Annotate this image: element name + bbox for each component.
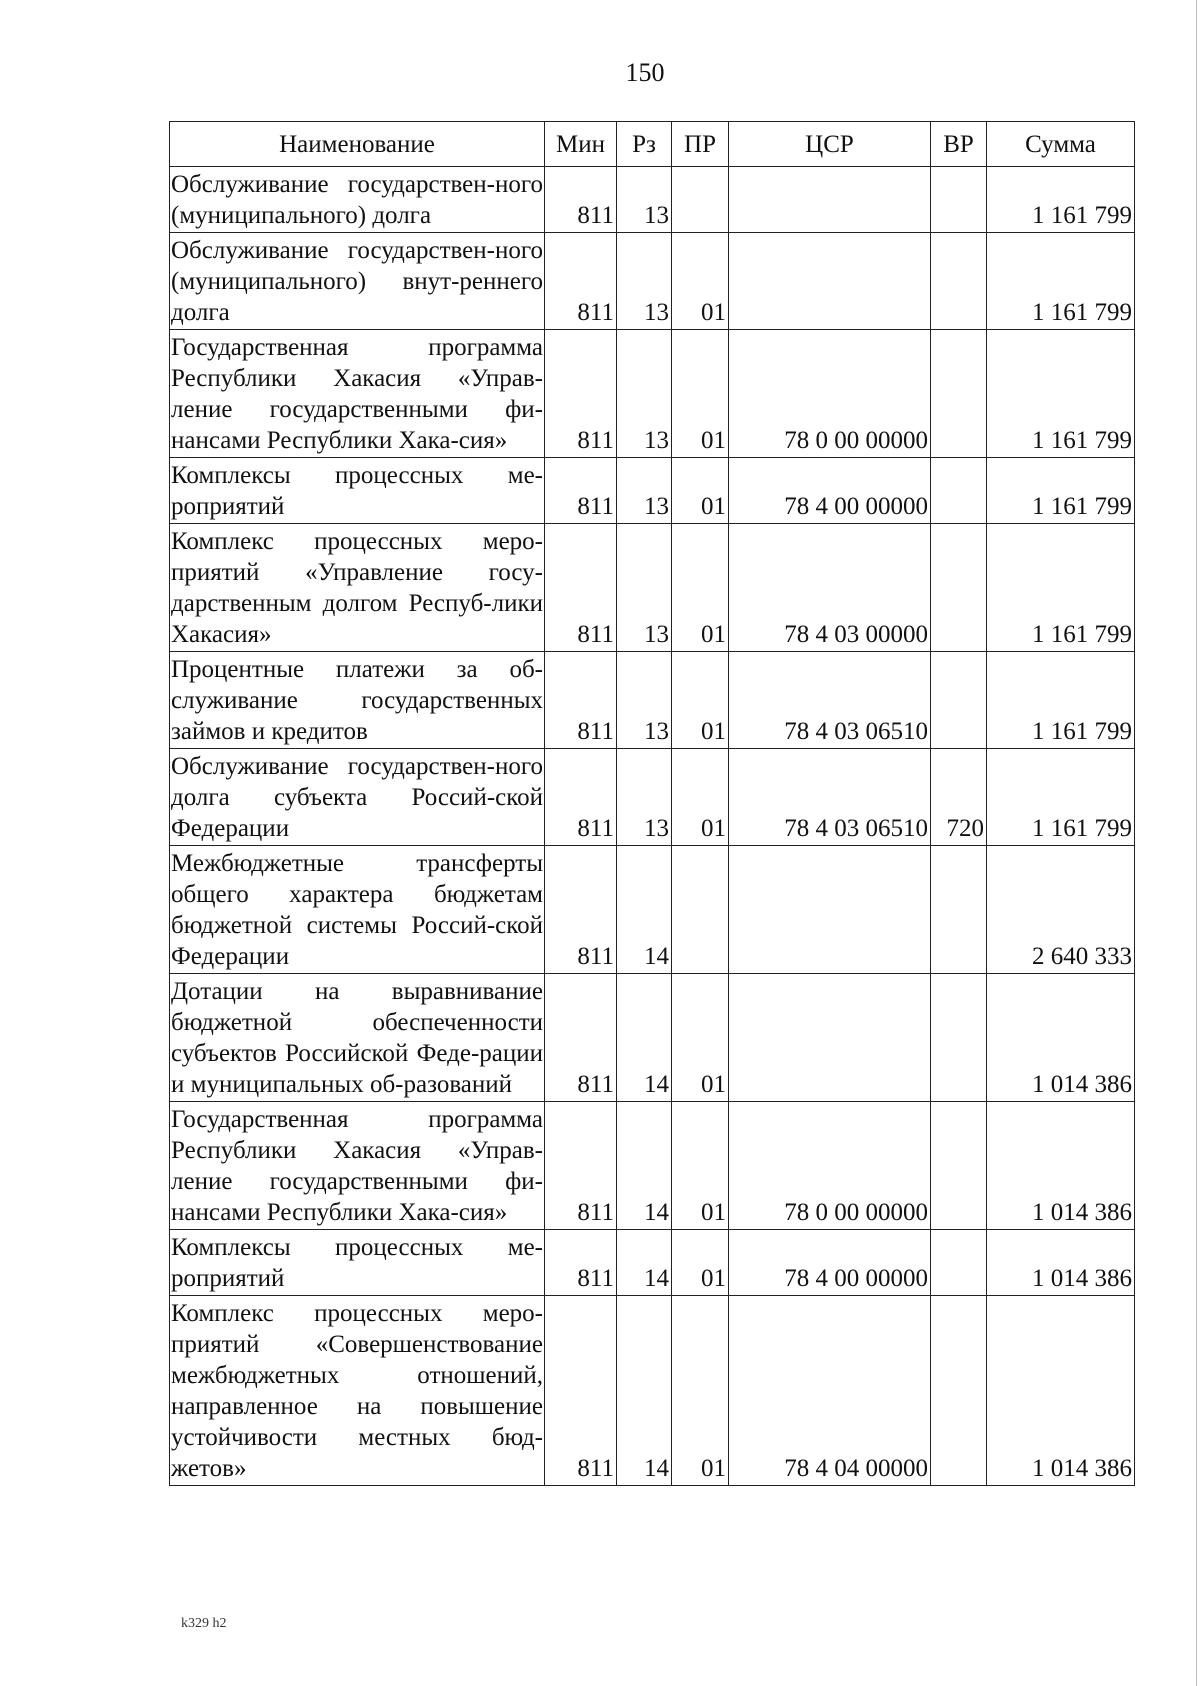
page-number: 150 xyxy=(625,58,665,87)
header-pr: ПР xyxy=(672,122,729,167)
cell-name-text: Обслуживание государствен-ного долга субъекта Россий-ской Федерации xyxy=(171,753,543,842)
cell-vr xyxy=(931,167,987,233)
cell-rz: 14 xyxy=(617,1102,672,1230)
cell-name xyxy=(170,1296,545,1486)
table-row xyxy=(170,974,1135,1102)
cell-csr: 78 4 03 06510 xyxy=(729,749,931,846)
cell-min: 811 xyxy=(545,524,617,652)
table-row xyxy=(170,330,1135,458)
cell-name xyxy=(170,1230,545,1296)
cell-vr xyxy=(931,330,987,458)
cell-vr xyxy=(931,974,987,1102)
cell-name-text: Государственная программа Республики Хакасия «Управ-ление государственными фи-нансами Республики Хака-сия» xyxy=(171,334,543,454)
cell-sum: 1 014 386 xyxy=(987,1102,1135,1230)
cell-min: 811 xyxy=(545,1230,617,1296)
cell-name xyxy=(170,974,545,1102)
table-row xyxy=(170,749,1135,846)
table-row xyxy=(170,1102,1135,1230)
table-row xyxy=(170,167,1135,233)
cell-vr xyxy=(931,652,987,749)
cell-pr: 01 xyxy=(672,524,729,652)
cell-name xyxy=(170,330,545,458)
cell-vr xyxy=(931,846,987,974)
cell-rz: 14 xyxy=(617,1296,672,1486)
cell-pr: 01 xyxy=(672,1230,729,1296)
cell-sum: 2 640 333 xyxy=(987,846,1135,974)
cell-rz: 13 xyxy=(617,167,672,233)
cell-csr: 78 0 00 00000 xyxy=(729,330,931,458)
footer-document-code: k329 h2 xyxy=(181,1616,227,1631)
cell-sum: 1 161 799 xyxy=(987,330,1135,458)
cell-min: 811 xyxy=(545,1102,617,1230)
cell-sum: 1 014 386 xyxy=(987,974,1135,1102)
cell-rz: 13 xyxy=(617,524,672,652)
cell-pr xyxy=(672,846,729,974)
cell-min: 811 xyxy=(545,233,617,330)
cell-name xyxy=(170,1102,545,1230)
header-min: Мин xyxy=(545,122,617,167)
cell-name xyxy=(170,458,545,524)
cell-rz: 14 xyxy=(617,974,672,1102)
table-row xyxy=(170,233,1135,330)
table-row xyxy=(170,1230,1135,1296)
cell-name xyxy=(170,846,545,974)
cell-pr: 01 xyxy=(672,749,729,846)
cell-min: 811 xyxy=(545,458,617,524)
cell-csr xyxy=(729,167,931,233)
cell-name xyxy=(170,749,545,846)
cell-sum: 1 161 799 xyxy=(987,652,1135,749)
cell-min: 811 xyxy=(545,167,617,233)
cell-csr xyxy=(729,974,931,1102)
cell-name-text: Комплексы процессных ме-роприятий xyxy=(171,1234,543,1292)
cell-min: 811 xyxy=(545,749,617,846)
cell-min: 811 xyxy=(545,652,617,749)
cell-vr: 720 xyxy=(931,749,987,846)
cell-vr xyxy=(931,1296,987,1486)
cell-name-text: Процентные платежи за об-служивание государственных займов и кредитов xyxy=(171,656,543,745)
cell-pr: 01 xyxy=(672,652,729,749)
cell-sum: 1 161 799 xyxy=(987,458,1135,524)
cell-name xyxy=(170,233,545,330)
cell-min: 811 xyxy=(545,846,617,974)
cell-vr xyxy=(931,458,987,524)
cell-min: 811 xyxy=(545,1296,617,1486)
cell-pr: 01 xyxy=(672,233,729,330)
header-rz: Рз xyxy=(617,122,672,167)
cell-sum: 1 014 386 xyxy=(987,1230,1135,1296)
header-vr: ВР xyxy=(931,122,987,167)
cell-pr: 01 xyxy=(672,458,729,524)
table-row xyxy=(170,524,1135,652)
cell-csr: 78 4 00 00000 xyxy=(729,1230,931,1296)
table-header-row xyxy=(170,122,1135,167)
cell-min: 811 xyxy=(545,974,617,1102)
cell-rz: 13 xyxy=(617,233,672,330)
cell-sum: 1 161 799 xyxy=(987,749,1135,846)
cell-csr xyxy=(729,846,931,974)
table-row xyxy=(170,458,1135,524)
cell-csr: 78 4 00 00000 xyxy=(729,458,931,524)
cell-sum: 1 161 799 xyxy=(987,233,1135,330)
header-csr: ЦСР xyxy=(729,122,931,167)
table-row xyxy=(170,1296,1135,1486)
cell-pr: 01 xyxy=(672,974,729,1102)
cell-name-text: Дотации на выравнивание бюджетной обеспеченности субъектов Российской Феде-рации и муниципальных об-разований xyxy=(171,978,543,1098)
cell-pr: 01 xyxy=(672,1102,729,1230)
cell-pr xyxy=(672,167,729,233)
cell-rz: 13 xyxy=(617,458,672,524)
cell-pr: 01 xyxy=(672,330,729,458)
cell-vr xyxy=(931,233,987,330)
cell-rz: 13 xyxy=(617,749,672,846)
table-row xyxy=(170,846,1135,974)
cell-rz: 14 xyxy=(617,1230,672,1296)
cell-name xyxy=(170,652,545,749)
budget-table xyxy=(169,121,1135,1486)
cell-rz: 13 xyxy=(617,330,672,458)
scan-edge-line xyxy=(1196,0,1197,1686)
cell-name xyxy=(170,167,545,233)
header-name: Наименование xyxy=(170,122,545,167)
cell-min: 811 xyxy=(545,330,617,458)
cell-sum: 1 161 799 xyxy=(987,524,1135,652)
cell-name-text: Комплекс процессных меро-приятий «Совершенствование межбюджетных отношений, направленное на повышение устойчивости местных бюд-жетов» xyxy=(171,1300,543,1482)
cell-rz: 13 xyxy=(617,652,672,749)
cell-csr: 78 4 03 00000 xyxy=(729,524,931,652)
table-row xyxy=(170,652,1135,749)
cell-vr xyxy=(931,1230,987,1296)
cell-name-text: Государственная программа Республики Хакасия «Управ-ление государственными фи-нансами Республики Хака-сия» xyxy=(171,1106,543,1226)
cell-name-text: Комплексы процессных ме-роприятий xyxy=(171,462,543,520)
cell-name-text: Обслуживание государствен-ного (муниципального) внут-реннего долга xyxy=(171,237,543,326)
cell-rz: 14 xyxy=(617,846,672,974)
cell-csr xyxy=(729,233,931,330)
cell-pr: 01 xyxy=(672,1296,729,1486)
cell-name-text: Межбюджетные трансферты общего характера бюджетам бюджетной системы Россий-ской Федерации xyxy=(171,850,543,970)
cell-csr: 78 4 03 06510 xyxy=(729,652,931,749)
cell-sum: 1 014 386 xyxy=(987,1296,1135,1486)
cell-name-text: Обслуживание государствен-ного (муниципального) долга xyxy=(171,171,543,229)
cell-name xyxy=(170,524,545,652)
cell-sum: 1 161 799 xyxy=(987,167,1135,233)
header-sum: Сумма xyxy=(987,122,1135,167)
cell-csr: 78 4 04 00000 xyxy=(729,1296,931,1486)
cell-csr: 78 0 00 00000 xyxy=(729,1102,931,1230)
cell-vr xyxy=(931,524,987,652)
cell-name-text: Комплекс процессных меро-приятий «Управление госу-дарственным долгом Респуб-лики Хакасия» xyxy=(171,528,543,648)
cell-vr xyxy=(931,1102,987,1230)
